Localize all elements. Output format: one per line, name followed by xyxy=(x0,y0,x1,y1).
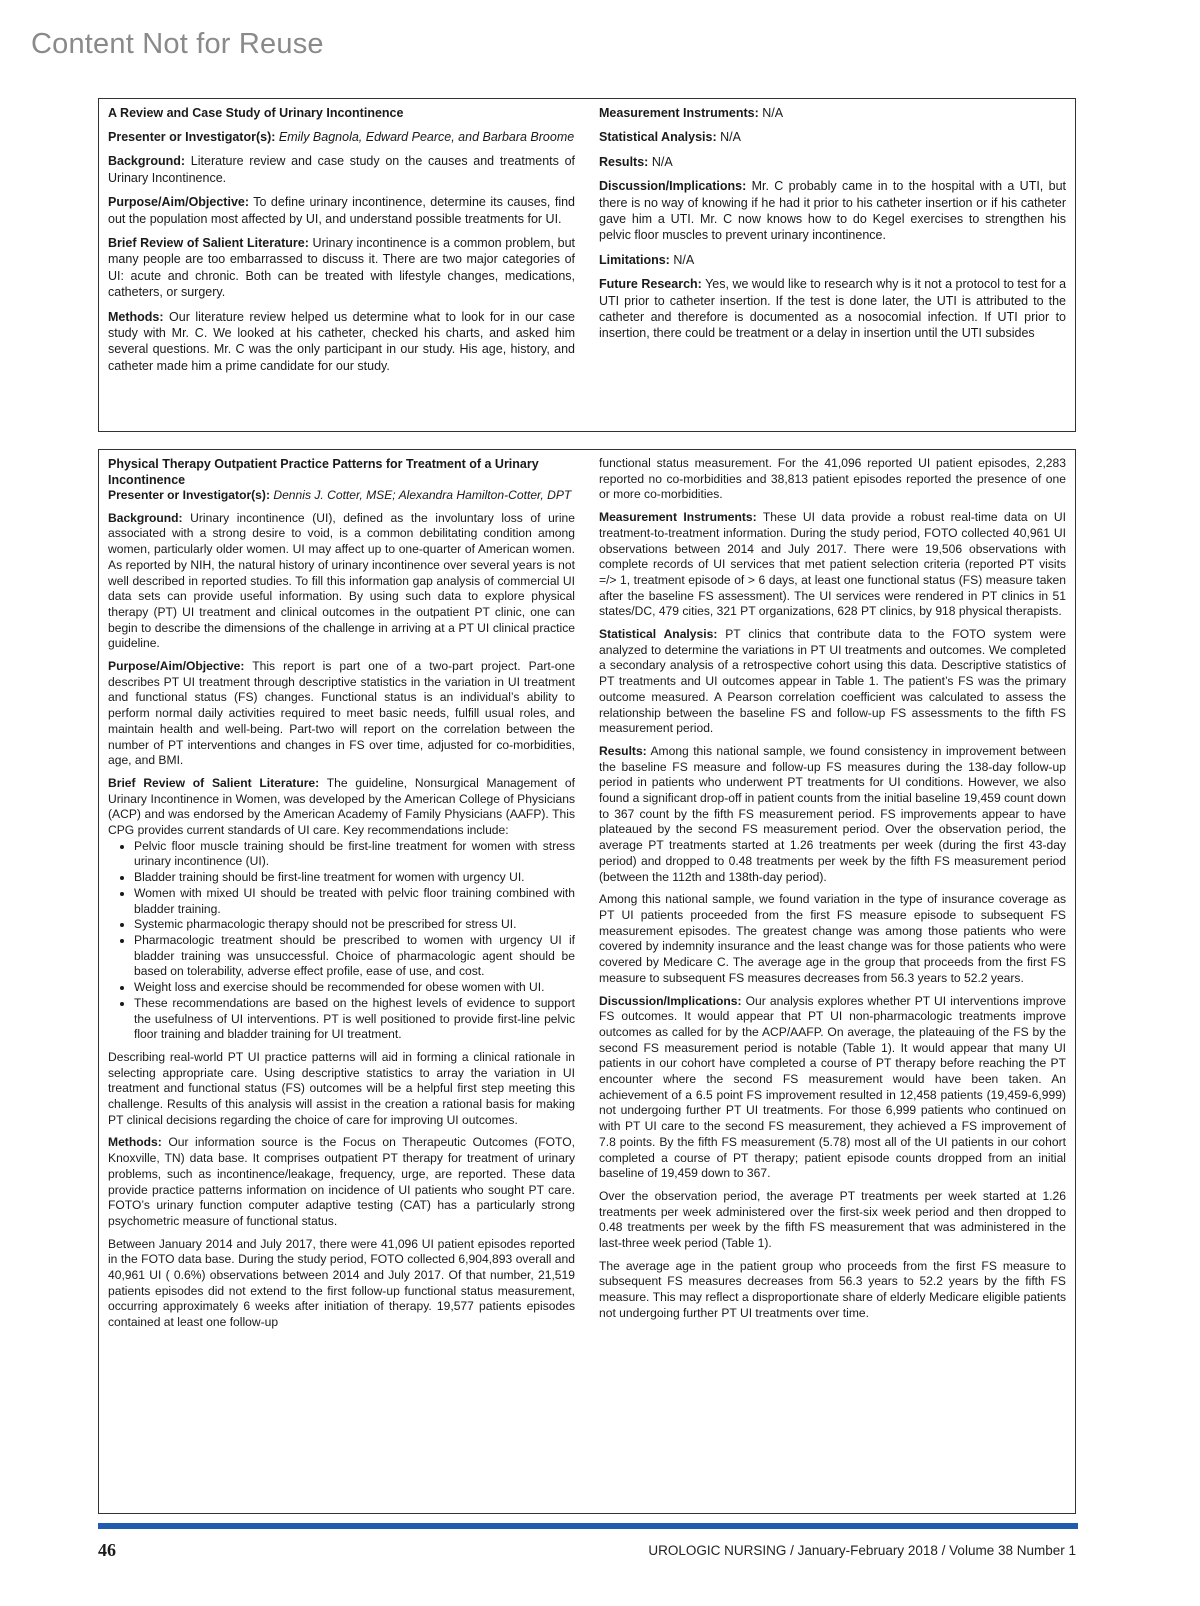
section-label: Measurement Instruments: xyxy=(599,510,757,525)
section-label: Statistical Analysis: xyxy=(599,130,717,145)
section-label: Methods: xyxy=(108,1135,162,1150)
section-label: Results: xyxy=(599,743,647,758)
section-label: Presenter or Investigator(s): xyxy=(108,130,276,144)
abstract-box-urinary-incontinence-review xyxy=(98,98,1076,432)
discussion-treatments-paragraph: Over the observation period, the average PT treatments per week started at 1.26 treatments per week administered over the first-six week period and then dropped to 0.48 treatments per week by the fifth FS measurement that was administered in the last-three week period (Table 1). xyxy=(599,1188,1066,1251)
list-item: • These recommendations are based on the highest levels of evidence to support the usefulness of UI interventions. PT is well positioned to provide first-line pelvic floor training and bladder training for UI treatment. xyxy=(134,996,575,1043)
journal-citation: UROLOGIC NURSING / January-February 2018 / Volume 38 Number 1 xyxy=(648,1543,1076,1558)
section-text: PT clinics that contribute data to the FOTO system were analyzed to determine the variations in PT UI treatments and outcomes. We completed a secondary analysis of a retrospective cohort using this data. Descriptive statistics of PT treatments and UI outcomes appear in Table 1. The patient’s FS was the primary outcome measured. A Pearson correlation coefficient was calculated to assess the relationship between the baseline FS and follow-up FS assessments to the fifth FS measurement period. xyxy=(599,627,1066,736)
abstract-box-pt-practice-patterns xyxy=(98,449,1076,1514)
section-label: Purpose/Aim/Objective: xyxy=(108,659,245,674)
list-item: • Pharmacologic treatment should be prescribed to women with urgency UI if bladder training was unsuccessful. Choice of pharmacologic agent should be based on tolerability, adverse effect profile, ease of use, and cost. xyxy=(134,933,575,980)
section-text: Our information source is the Focus on Therapeutic Outcomes (FOTO, Knoxville, TN) data base. It comprises outpatient PT therapy for treatment of urinary problems, such as incontinence/leakage, frequency, urge, are reported. These data provide practice patterns information on incidence of UI patients who sought PT care. FOTO’s urinary function computer adaptive testing (CAT) has a particularly strong psychometric measure of functional status. xyxy=(108,1135,575,1228)
limitations-paragraph xyxy=(599,252,1066,268)
list-item: • Weight loss and exercise should be recommended for obese women with UI. xyxy=(134,980,575,996)
section-text: Our literature review helped us determine what to look for in our case study with Mr. C. We looked at his catheter, checked his charts, and asked him several questions. Mr. C was the only participant in our study. His age, history, and catheter made him a prime candidate for our study. xyxy=(108,309,575,373)
future-research-paragraph xyxy=(599,276,1066,342)
section-label: Measurement Instruments: xyxy=(599,106,759,120)
section-text: To define urinary incontinence, determine its causes, find out the population most affected by UI, and understand possible treatments for UI. xyxy=(108,195,575,226)
section-text: N/A xyxy=(673,252,695,267)
list-item: • Bladder training should be first-line treatment for women with urgency UI. xyxy=(134,870,575,886)
section-text: Our analysis explores whether PT UI interventions improve FS outcomes. It would appear that PT UI non-pharmacologic treatments improve outcomes as called for by the ACP/AAFP. On average, the plateauing of the FS by the second FS measurement period is notable (Table 1). It would appear that many UI patients in our cohort have completed a course of PT therapy before reaching the PT encounter where the second FS measurement would have been taken. An achievement of a 6.5 point FS improvement resulted in 12,458 patients (19,459-6,999) not undergoing further PT UI treatments. For those 6,999 patients who continued on with PT UI care to the second FS measurement, they achieved a FS improvement of 7.8 points. By the fifth FS measurement (5.78) most all of the UI patients in our cohort completed a course of PT therapy; patient episode counts dropped from an initial baseline of 19,459 down to 367. xyxy=(599,993,1066,1181)
section-text: Among this national sample, we found consistency in improvement between the baseline FS measure and follow-up FS measures during the 138-day follow-up period in patients who underwent PT treatments for UI conditions. However, we also found a significant drop-off in patient counts from the initial baseline 19,459 count down to 367 count by the fifth FS measurement period. FS improvements appear to have plateaued by the second FS measurement period. Over the observation period, the average PT treatments started at 1.26 treatments per week (during the first 43-day period) and dropped to 0.48 treatments per week by the fifth FS measurement period (between the 112th and 138th-day period). xyxy=(599,743,1066,884)
discussion-paragraph xyxy=(599,994,1066,1182)
presenter-paragraph xyxy=(108,488,575,504)
results-paragraph xyxy=(599,744,1066,885)
section-label: Discussion/Implications: xyxy=(599,993,742,1008)
section-label: Purpose/Aim/Objective: xyxy=(108,195,250,210)
purpose-paragraph xyxy=(108,194,575,227)
section-text: Literature review and case study on the causes and treatments of Urinary Incontinence. xyxy=(108,154,575,185)
abstract-left-column xyxy=(108,456,575,1513)
section-label: Methods: xyxy=(108,309,164,324)
describing-paragraph: Describing real-world PT UI practice patterns will aid in forming a clinical rationale in selecting appropriate care. Using descriptive statistics to array the variation in UI treatment and functional status (FS) outcomes will be a helpful first step meeting this challenge. Results of this analysis will assist in the creation a rational basis for making PT clinical decisions regarding the choice of care for improving UI outcomes. xyxy=(108,1049,575,1127)
section-text: N/A xyxy=(651,154,673,169)
literature-review-paragraph xyxy=(108,776,575,839)
statistical-analysis-paragraph xyxy=(599,627,1066,737)
section-text: This report is part one of a two-part project. Part-one describes PT UI treatment through descriptive statistics in the variation in UI treatment and functional status (FS) changes. Functional status is an individual’s ability to perform normal daily activities required to meet basic needs, fulfill usual roles, and maintain health and well-being. Part-two will report on the correlation between the number of PT interventions and changes in FS over time, adjusted for co-morbidities, age, and BMI. xyxy=(108,659,575,768)
abstract-right-column xyxy=(599,105,1066,431)
list-item: • Pelvic floor muscle training should be first-line treatment for women with stress urinary incontinence (UI). xyxy=(134,839,575,870)
section-text: N/A xyxy=(762,106,784,120)
section-label: Limitations: xyxy=(599,252,670,267)
page-number: 46 xyxy=(98,1540,116,1560)
instruments-paragraph xyxy=(599,105,1066,121)
list-item: • Women with mixed UI should be treated with pelvic floor training combined with bladder training. xyxy=(134,886,575,917)
literature-review-paragraph xyxy=(108,235,575,301)
abstract-left-column xyxy=(108,105,575,431)
abstract-title: A Review and Case Study of Urinary Incontinence xyxy=(108,106,404,120)
presenter-paragraph xyxy=(108,129,575,145)
section-label: Results: xyxy=(599,154,649,169)
section-label: Discussion/Implications: xyxy=(599,179,747,194)
section-text: The guideline, Nonsurgical Management of Urinary Incontinence in Women, was developed by the American College of Physicians (ACP) and was endorsed by the American Academy of Family Physicians (AAFP). This CPG provides current standards of UI care. Key recommendations include: xyxy=(108,775,575,838)
methods-paragraph xyxy=(108,1135,575,1229)
instruments-paragraph xyxy=(599,510,1066,620)
methods-paragraph xyxy=(108,309,575,375)
section-label: Statistical Analysis: xyxy=(599,627,718,642)
presenter-names: Emily Bagnola, Edward Pearce, and Barbara Broome xyxy=(278,130,575,144)
section-label: Background: xyxy=(108,510,183,525)
results-paragraph xyxy=(599,154,1066,170)
abstract-title: Physical Therapy Outpatient Practice Patterns for Treatment of a Urinary Incontinence xyxy=(108,457,539,487)
footer-rule xyxy=(98,1523,1078,1529)
recommendations-list xyxy=(108,839,575,1043)
section-label: Presenter or Investigator(s): xyxy=(108,488,270,502)
section-text: Urinary incontinence is a common problem, but many people are too embarrassed to discuss it. There are two major categories of UI: acute and chronic. Both can be treated with lifestyle changes, medications, catheters, or surgery. xyxy=(108,236,575,300)
statistical-analysis-paragraph xyxy=(599,129,1066,145)
discussion-paragraph xyxy=(599,178,1066,244)
presenter-names: Dennis J. Cotter, MSE; Alexandra Hamilton-Cotter, DPT xyxy=(273,488,572,502)
abstract-right-column xyxy=(599,456,1066,1513)
section-text: N/A xyxy=(720,130,741,145)
section-label: Background: xyxy=(108,154,186,169)
section-label: Brief Review of Salient Literature: xyxy=(108,236,309,251)
discussion-age-paragraph: The average age in the patient group who proceeds from the first FS measure to subsequent FS measures decreases from 56.3 years to 52.2 years by the fifth FS measure. This may reflect a disproportionate share of elderly Medicare eligible patients not undergoing further PT UI treatments over time. xyxy=(599,1258,1066,1320)
section-text: Urinary incontinence (UI), defined as the involuntary loss of urine associated with a strong desire to void, is a common debilitating condition among women, particularly older women. UI may affect up to one-quarter of American women. As reported by NIH, the natural history of urinary incontinence over several years is not well described in reported studies. To fill this information gap analysis of commercial UI data sets can provide useful information. By using such data to explore physical therapy (PT) UI treatment and clinical outcomes in the outpatient PT clinic, one can begin to describe the dimensions of the challenge in arriving at a PT UI clinical practice guideline. xyxy=(108,510,575,651)
background-paragraph xyxy=(108,511,575,652)
list-item: • Systemic pharmacologic therapy should not be prescribed for stress UI. xyxy=(134,917,575,933)
section-text: Mr. C probably came in to the hospital with a UTI, but there is no way of knowing if he had it prior to his catheter insertion or if his catheter gave him a UTI. Mr. C now knows how to do Kegel exercises to strengthen his pelvic floor muscles to prevent urinary incontinence. xyxy=(599,179,1066,243)
purpose-paragraph xyxy=(108,659,575,769)
section-label: Future Research: xyxy=(599,277,702,292)
section-text: Yes, we would like to research why is it not a protocol to test for a UTI prior to catheter insertion. If the test is done later, the UTI is attributed to the catheter and therefore is documented as a nosocomial infection. If UTI prior to insertion, there could be treatment or a delay in insertion until the UTI subsides xyxy=(599,277,1067,341)
continued-paragraph: functional status measurement. For the 41,096 reported UI patient episodes, 2,283 reported no co-morbidities and 38,813 patient episodes reported the presence of one or more co-morbidities. xyxy=(599,456,1066,502)
results-insurance-paragraph: Among this national sample, we found variation in the type of insurance coverage as PT UI patients proceeded from the first FS measure episode to subsequent FS measurement episodes. The greatest change was among those patients who were covered by indemnity insurance and the least change was for those patients who were covered by Medicare C. The average age in the group that proceeds from the first FS measure to subsequent FS measures decreases from 56.3 years to 52.2 years. xyxy=(599,892,1066,985)
data-period-paragraph: Between January 2014 and July 2017, there were 41,096 UI patient episodes reported in the FOTO data base. During the study period, FOTO collected 6,904,893 overall and 40,961 UI ( 0.6%) observations between 2014 and July 2017. Of that number, 21,519 patients episodes did not extend to the first follow-up functional status measurement, occurring approximately 6 weeks after initiation of therapy. 19,577 patients episodes contained at least one follow-up xyxy=(108,1236,575,1330)
watermark: Content Not for Reuse xyxy=(31,28,324,60)
section-text: These UI data provide a robust real-time data on UI treatment-to-treatment information. During the study period, FOTO collected 40,961 UI observations between 2014 and July 2017. There were 19,506 observations with complete records of UI services that met patient selection criteria (reported PT visits =/> 1, treatment episode of > 6 days, at least one functional status (FS) measure taken after the baseline FS assessment). The UI services were rendered in PT clinics in 51 states/DC, 479 cities, 321 PT organizations, 628 PT clinics, by 918 physical therapists. xyxy=(599,510,1066,619)
background-paragraph xyxy=(108,153,575,186)
section-label: Brief Review of Salient Literature: xyxy=(108,775,320,790)
